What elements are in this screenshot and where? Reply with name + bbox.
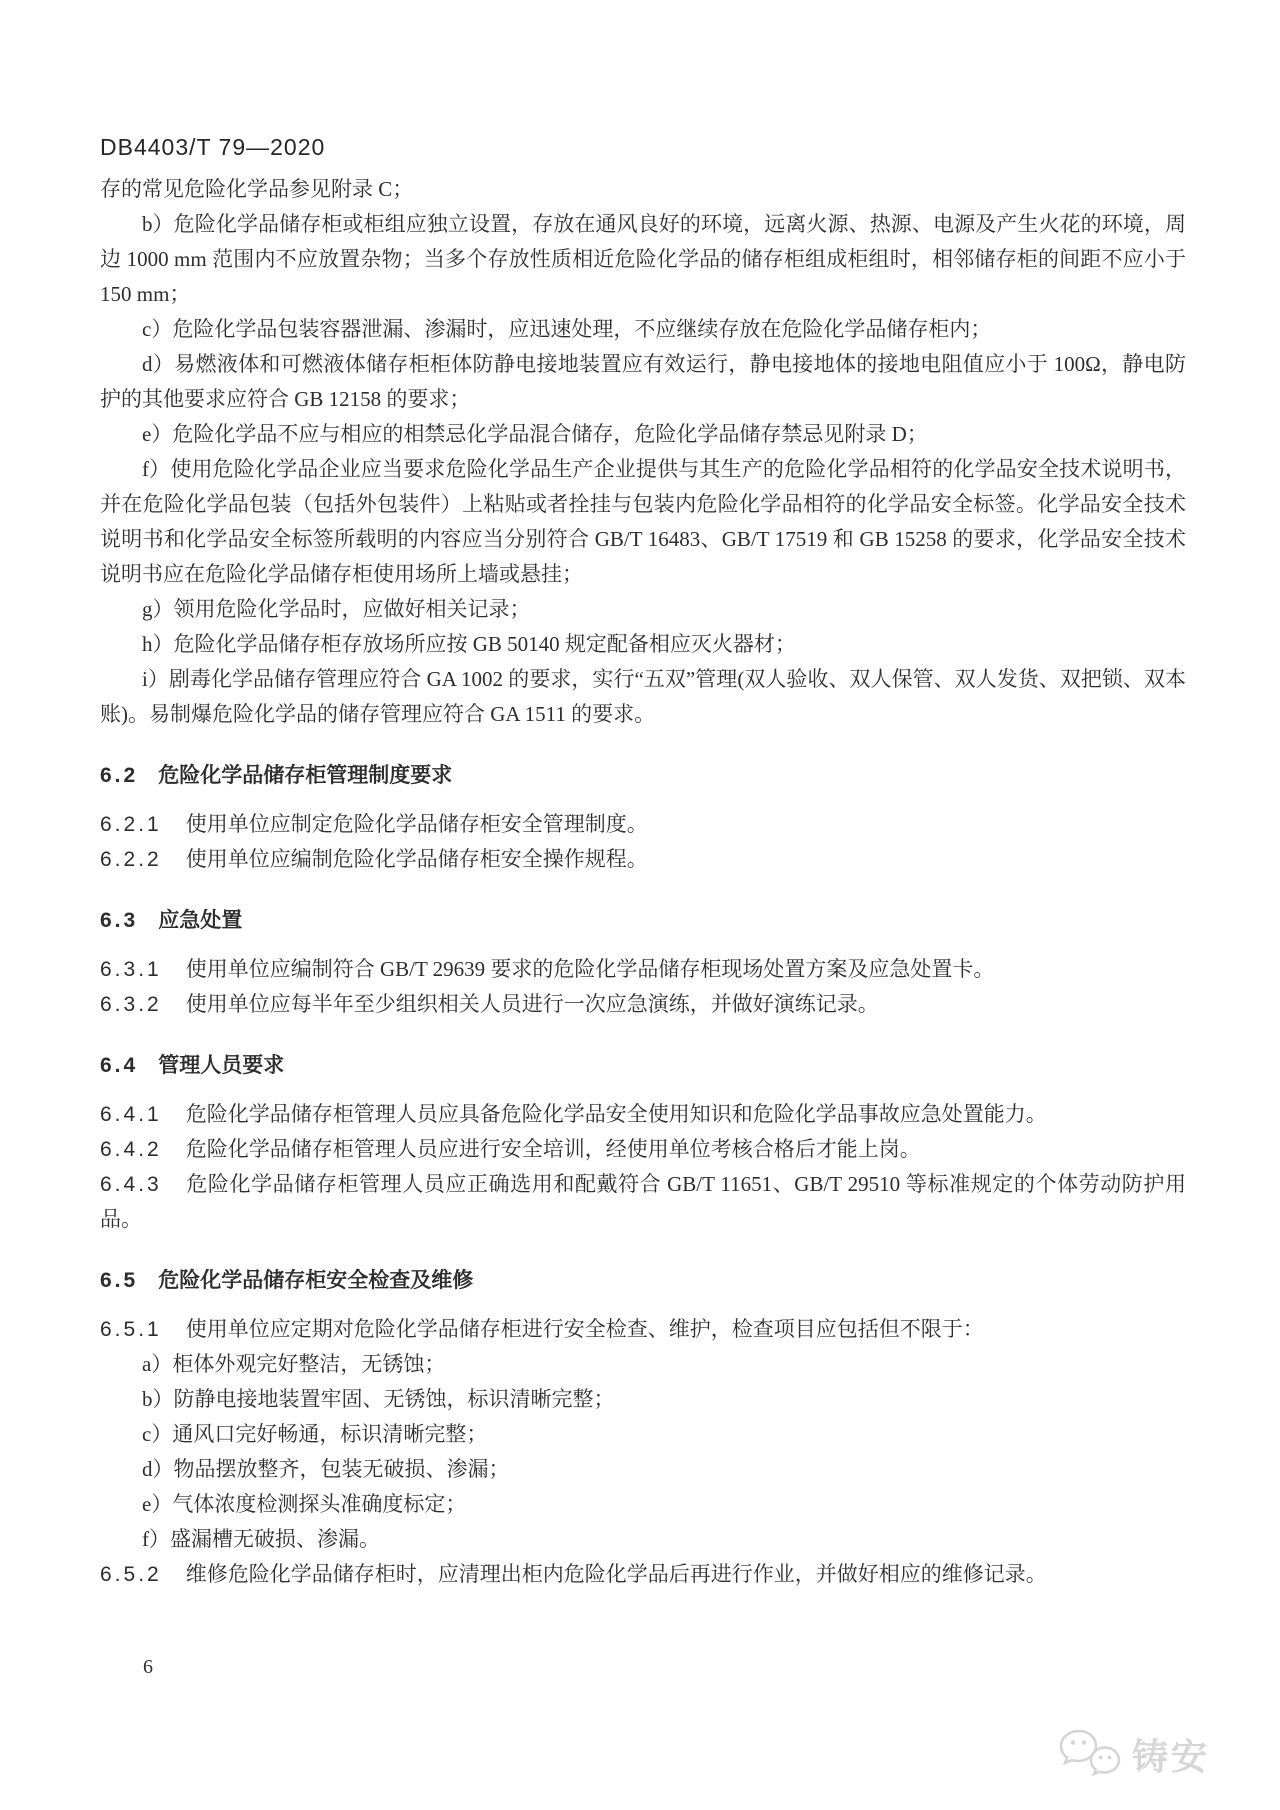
clause-number: 6.5.1 xyxy=(100,1318,162,1341)
clause-text: 危险化学品储存柜管理人员应进行安全培训，经使用单位考核合格后才能上岗。 xyxy=(185,1137,921,1161)
page-number: 6 xyxy=(143,1656,153,1678)
sub-list-item: c）通风口完好畅通，标识清晰完整； xyxy=(142,1422,488,1446)
clause-text: 危险化学品储存柜安全检查及维修 xyxy=(158,1269,474,1292)
clause-number: 6.2.2 xyxy=(100,848,162,871)
section-heading xyxy=(100,1048,1186,1083)
list-item: h）危险化学品储存柜存放场所应按 GB 50140 规定配备相应灭火器材； xyxy=(142,632,796,656)
clause-text: 危险化学品储存柜管理人员应具备危险化学品安全使用知识和危险化学品事故应急处置能力。 xyxy=(185,1102,1047,1126)
sub-list-item: b）防静电接地装置牢固、无锈蚀，标识清晰完整； xyxy=(142,1387,615,1411)
watermark xyxy=(1058,1728,1210,1780)
clause-number: 6.4.3 xyxy=(100,1173,162,1196)
clause-text: 使用单位应编制危险化学品储存柜安全操作规程。 xyxy=(185,847,648,871)
wechat-icon xyxy=(1058,1728,1122,1780)
clause-number: 6.2 xyxy=(100,764,139,787)
section-heading xyxy=(100,903,1186,938)
clause-paragraph xyxy=(100,842,1186,877)
clause-paragraph xyxy=(100,1097,1186,1132)
list-item: e）危险化学品不应与相应的相禁忌化学品混合储存，危险化学品储存禁忌见附录 D； xyxy=(142,422,928,446)
clause-text: 维修危险化学品储存柜时，应清理出柜内危险化学品后再进行作业，并做好相应的维修记录。 xyxy=(185,1562,1047,1586)
clause-text: 使用单位应制定危险化学品储存柜安全管理制度。 xyxy=(185,812,648,836)
clause-number: 6.4.1 xyxy=(100,1103,162,1126)
clause-text: 危险化学品储存柜管理制度要求 xyxy=(158,764,453,787)
clause-number: 6.3.1 xyxy=(100,958,162,981)
clause-paragraph xyxy=(100,1557,1186,1592)
list-item: d）易燃液体和可燃液体储存柜柜体防静电接地装置应有效运行，静电接地体的接地电阻值应小于 100Ω，静电防护的其他要求应符合 GB 12158 的要求； xyxy=(100,352,1186,411)
list-item: c）危险化学品包装容器泄漏、渗漏时，应迅速处理，不应继续存放在危险化学品储存柜内； xyxy=(142,317,992,341)
clause-paragraph xyxy=(100,1167,1186,1237)
clause-text: 使用单位应定期对危险化学品储存柜进行安全检查、维护，检查项目应包括但不限于： xyxy=(185,1317,984,1341)
clause-paragraph xyxy=(100,987,1186,1022)
document-body xyxy=(100,172,1186,1592)
clause-number: 6.4 xyxy=(100,1054,139,1077)
clause-number: 6.4.2 xyxy=(100,1138,162,1161)
clause-paragraph xyxy=(100,807,1186,842)
list-item: g）领用危险化学品时，应做好相关记录； xyxy=(142,597,531,621)
sub-list-item: a）柜体外观完好整洁，无锈蚀； xyxy=(142,1352,446,1376)
sub-list-item: d）物品摆放整齐，包装无破损、渗漏； xyxy=(142,1457,510,1481)
clause-number: 6.3 xyxy=(100,909,139,932)
paragraph: 存的常见危险化学品参见附录 C； xyxy=(100,177,414,201)
clause-text: 使用单位应每半年至少组织相关人员进行一次应急演练，并做好演练记录。 xyxy=(185,992,879,1016)
sub-list-item: f）盛漏槽无破损、渗漏。 xyxy=(142,1527,380,1551)
watermark-text: 铸安 xyxy=(1132,1735,1211,1777)
clause-number: 6.3.2 xyxy=(100,993,162,1016)
standard-number-header: DB4403/T 79—2020 xyxy=(100,134,326,160)
clause-paragraph xyxy=(100,1312,1186,1347)
clause-number: 6.2.1 xyxy=(100,813,162,836)
section-heading xyxy=(100,1263,1186,1298)
sub-list-item: e）气体浓度检测探头准确度标定； xyxy=(142,1492,467,1516)
clause-number: 6.5 xyxy=(100,1269,139,1292)
section-heading xyxy=(100,758,1186,793)
list-item: b）危险化学品储存柜或柜组应独立设置，存放在通风良好的环境，远离火源、热源、电源及产生火花的环境，周边 1000 mm 范围内不应放置杂物；当多个存放性质相近危险化学品的储存柜组成柜组时，相邻储存柜的间距不应小于 150 mm； xyxy=(100,212,1186,306)
list-item: f）使用危险化学品企业应当要求危险化学品生产企业提供与其生产的危险化学品相符的化学品安全技术说明书，并在危险化学品包装（包括外包装件）上粘贴或者拴挂与包装内危险化学品相符的化学品安全标签。化学品安全技术说明书和化学品安全标签所载明的内容应当分别符合 GB/T 16483、GB/T 17519 和 GB 15258 的要求，化学品安全技术说明书应在危险化学品储存柜使用场所上墙或悬挂； xyxy=(100,457,1186,586)
clause-text: 应急处置 xyxy=(158,909,243,932)
clause-number: 6.5.2 xyxy=(100,1563,162,1586)
clause-text: 危险化学品储存柜管理人员应正确选用和配戴符合 GB/T 11651、GB/T 29510 等标准规定的个体劳动防护用品。 xyxy=(100,1172,1186,1231)
clause-text: 管理人员要求 xyxy=(158,1054,285,1077)
list-item: i）剧毒化学品储存管理应符合 GA 1002 的要求，实行“五双”管理(双人验收、双人保管、双人发货、双把锁、双本账)。易制爆危险化学品的储存管理应符合 GA 1511 的要求。 xyxy=(100,667,1186,726)
clause-paragraph xyxy=(100,1132,1186,1167)
clause-text: 使用单位应编制符合 GB/T 29639 要求的危险化学品储存柜现场处置方案及应急处置卡。 xyxy=(185,957,995,981)
clause-paragraph xyxy=(100,952,1186,987)
